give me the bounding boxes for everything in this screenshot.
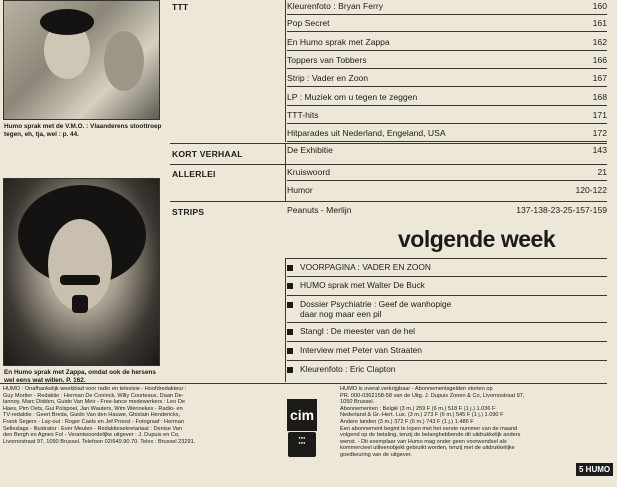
bullet-icon [287, 265, 293, 271]
preview-text: Interview met Peter van Straaten [300, 345, 422, 355]
toc-title: TTT-hits [287, 110, 319, 120]
toc-title: Kleurenfoto : Bryan Ferry [287, 1, 384, 11]
toc-page: 120-122 [575, 185, 607, 195]
toc-title: Toppers van Tobbers [287, 55, 367, 65]
hair-shape [40, 9, 94, 35]
seal-badge: ●●● ●●● [288, 432, 316, 457]
colophon-line: HUMO : Onafhankelijk weekblad voor radio en televisie - Hoofdredakteur : [3, 386, 187, 392]
section-label-ttt: TTT [172, 2, 189, 12]
toc-title: Pop Secret [287, 18, 330, 28]
bullet-icon [287, 348, 293, 354]
preview-item [287, 323, 607, 342]
photo1-caption: Humo sprak met de V.M.O. : Vlaanderens stoottroep tegen, eh, tja, wel : p. 44. [4, 123, 162, 138]
bullet-icon [287, 329, 293, 335]
preview-text: Kleurenfoto : Eric Clapton [300, 364, 396, 374]
toc-title: En Humo sprak met Zappa [287, 37, 390, 47]
toc-title: Kruiswoord [287, 167, 330, 177]
colophon-left [3, 386, 283, 445]
face-shape-2 [104, 31, 144, 91]
colophon-right [340, 386, 608, 459]
colophon-line: Frank Segers - Lay-out : Roger Caels en Jef Proost - Fotograaf : Herman [3, 418, 184, 425]
toc-title: Peanuts - Merlijn [287, 205, 352, 215]
toc-page: 167 [592, 73, 607, 83]
section-label-kort-verhaal: KORT VERHAAL [172, 149, 243, 159]
colophon-line: Een abonnement begint te lopen met het eerste nummer van de maand [340, 425, 518, 432]
mustache-shape [60, 275, 100, 285]
toc-page: 137-138-23-25-157-159 [516, 205, 607, 215]
colophon-line: Guy Mortier - Redaktie : Herman De Coninck, Willy Courteaux, Daan De- [3, 392, 184, 399]
colophon-line: volgend op de betaling, tenzij de belanghebbende dit uitdrukkelijk anders [340, 432, 521, 439]
colophon-line: TV-redaktie : Geert Breda, Guido Van den Hauwe, Ghislain Henderickx, [3, 412, 181, 419]
toc-page: 162 [592, 37, 607, 47]
zappa-photo [3, 178, 160, 366]
colophon-line: HUMO is overal verkrijgbaar - Abonnementsgelden storten op [340, 386, 493, 392]
colophon-line: Selleslags - Illustrator : Ever Meulen - Redaktiesekretariaat : Denise Van [3, 425, 182, 432]
toc-title: LP : Muziek om u tegen te zeggen [287, 92, 418, 102]
toc-row [287, 15, 607, 32]
colophon-line: 1050 Brussel. [340, 399, 375, 406]
toc-title: Strip : Vader en Zoon [287, 73, 369, 83]
preview-text: VOORPAGINA : VADER EN ZOON [300, 262, 431, 272]
preview-item [287, 277, 607, 296]
toc-title: Hitparades uit Nederland, Engeland, USA [287, 128, 446, 138]
colophon-line: Abonnementen : België (3 m.) 259 F (6 m.) 518 F (1 j.) 1.036 F [340, 405, 496, 412]
toc-row [287, 182, 607, 198]
preview-text: Dossier Psychiatrie : Geef de wanhopige [300, 299, 452, 309]
vmo-photo [3, 0, 160, 120]
page-number-tag: 5 HUMO [576, 463, 613, 476]
colophon-line: lannoy, Marc Didden, Guido Van Meir - Free-lance medewerkers : Leo De [3, 399, 185, 406]
colophon-line: wenst. - Dit exemplaar van Humo mag onder geen voorwendsel als [340, 438, 507, 445]
colophon-line: Andere landen (3 m.) 372 F (6 m.) 743 F (1 j.) 1.486 F [340, 418, 474, 425]
toc-page: 143 [592, 145, 607, 155]
bullet-icon [287, 302, 293, 308]
toc-page: 166 [592, 55, 607, 65]
colophon-line: Livornostraat 97, 1050 Brussel. Telefoon 02/649.90.70. Telex : Brussel 23291. [3, 438, 196, 445]
toc-row [287, 107, 607, 124]
bullet-icon [287, 367, 293, 373]
column-divider [285, 258, 286, 382]
preview-item [287, 296, 607, 323]
section-label-strips: STRIPS [172, 207, 205, 217]
preview-item [287, 361, 607, 379]
toc-page: 171 [592, 110, 607, 120]
photo2-caption: En Humo sprak met Zappa, omdat ook de hersens wel eens wat willen. P. 162. [4, 369, 156, 384]
column-divider [285, 143, 286, 201]
toc-title: De Exhibitie [287, 145, 333, 155]
section-label-allerlei: ALLERLEI [172, 169, 216, 179]
cim-logo: cim [287, 399, 317, 431]
toc-row [287, 70, 607, 87]
colophon-line: goedkeuring van de uitgever. [340, 451, 412, 458]
preview-text: HUMO sprak met Walter De Buck [300, 280, 425, 290]
toc-row [287, 89, 607, 106]
colophon-rule [0, 383, 607, 384]
toc-row [287, 142, 607, 158]
toc-title: Humor [287, 185, 313, 195]
column-divider [285, 0, 286, 142]
toc-row [287, 0, 607, 15]
colophon-line: den Bergh en Agnes Fol - Verantwoordelijke uitgever : J. Dupuis en Co, [3, 432, 180, 439]
beard-shape [72, 295, 88, 313]
preview-item [287, 342, 607, 361]
toc-row [287, 202, 607, 218]
colophon-line: Haes, Pim Oets, Gui Polspoel, Jan Wauters, Wim Wennekes - Radio- en [3, 405, 183, 412]
toc-row [287, 52, 607, 69]
toc-row [287, 125, 607, 142]
preview-text: daar nog maar een pil [300, 309, 382, 319]
toc-page: 168 [592, 92, 607, 102]
colophon-line: Nederland & Gr.-Hert. Lux. (3 m.) 273 F (6 m.) 545 F (1 j.) 1.090 F [340, 412, 504, 419]
bullet-icon [287, 283, 293, 289]
volgende-week-heading: volgende week [398, 226, 556, 252]
toc-page: 172 [592, 128, 607, 138]
toc-page: 21 [597, 167, 607, 177]
preview-text: Stangl : De meester van de hel [300, 326, 415, 336]
colophon-line: PR. 000-0362158-58 van de Uitg. J. Dupuis Zonen & Co, Livornostraat 97, [340, 392, 525, 399]
colophon-line: kommercieel uitleenobjekt gebruikt worden, tenzij met de uitdrukkelijke [340, 445, 515, 452]
toc-row [287, 34, 607, 51]
toc-page: 161 [592, 18, 607, 28]
preview-item [287, 259, 607, 277]
toc-page: 160 [592, 1, 607, 11]
toc-row [287, 164, 607, 181]
